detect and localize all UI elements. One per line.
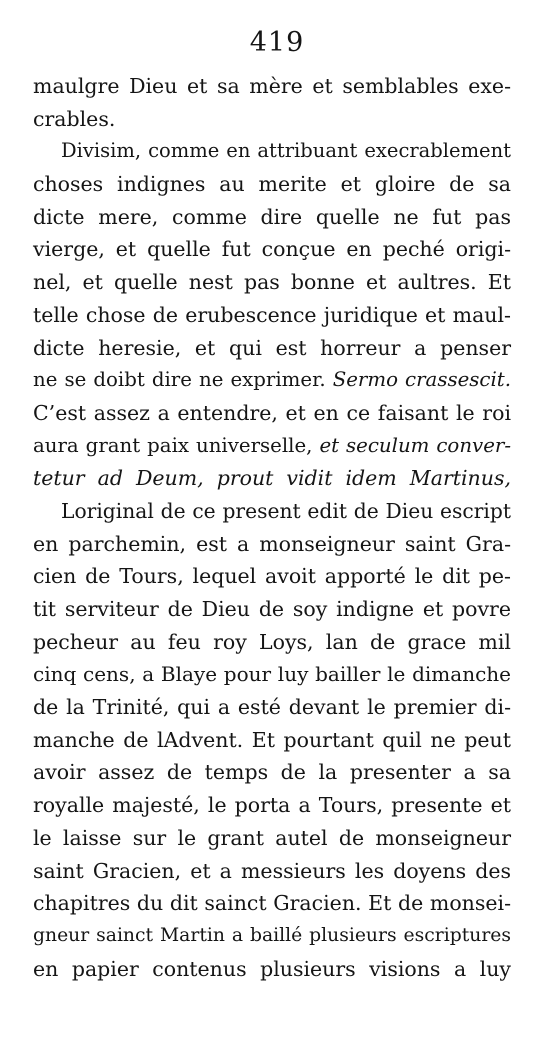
text-segment: manche de lAdvent. Et pourtant quil ne peut bbox=[33, 727, 511, 752]
text-segment: pecheur au feu roy Loys, lan de grace mil bbox=[33, 629, 511, 654]
text-segment: choses indignes au merite et gloire de sa bbox=[33, 172, 511, 197]
text-line bbox=[33, 332, 511, 365]
text-segment: cien de Tours, lequel avoit apporté le dit pe- bbox=[33, 564, 511, 589]
text-segment: nel, et quelle nest pas bonne et aultres. Et bbox=[33, 270, 511, 295]
text-line bbox=[33, 756, 511, 789]
text-segment: royalle majesté, le porta a Tours, presente et bbox=[33, 793, 511, 818]
text-segment: aura grant paix universelle, bbox=[33, 433, 320, 457]
text-line bbox=[33, 887, 511, 920]
text-segment: en parchemin, est a monseigneur saint Gra- bbox=[33, 531, 511, 556]
text-segment: dicte mere, comme dire quelle ne fut pas bbox=[33, 204, 511, 229]
text-line bbox=[33, 920, 511, 953]
text-line bbox=[33, 724, 511, 757]
page-number: 419 bbox=[249, 27, 305, 58]
text-line bbox=[33, 691, 511, 724]
text-line bbox=[33, 70, 511, 103]
text-segment: C’est assez a entendre, et en ce faisant le roi bbox=[33, 400, 511, 425]
text-segment: chapitres du dit sainct Gracien. Et de monsei- bbox=[33, 891, 511, 916]
text-line bbox=[33, 397, 511, 430]
text-line bbox=[33, 789, 511, 822]
text-line bbox=[33, 953, 511, 986]
text-segment: Loriginal de ce present edit de Dieu escript bbox=[61, 498, 511, 523]
italic-text: et seculum conver- bbox=[319, 433, 511, 457]
text-segment: en papier contenus plusieurs visions a luy bbox=[33, 956, 511, 981]
text-line bbox=[33, 560, 511, 593]
text-line bbox=[33, 528, 511, 561]
text-segment: gneur sainct Martin a baillé plusieurs escriptures bbox=[33, 924, 511, 946]
text-segment: cinq cens, a Blaye pour luy bailler le dimanche bbox=[33, 662, 511, 687]
text-line bbox=[33, 201, 511, 234]
text-segment: maulgre Dieu et sa mère et semblables exe- bbox=[33, 74, 511, 98]
text-line bbox=[33, 168, 511, 201]
text-segment: ne se doibt dire ne exprimer. bbox=[33, 368, 333, 392]
italic-text: Sermo crassescit. bbox=[332, 368, 512, 392]
text-segment: vierge, et quelle fut conçue en peché origi- bbox=[33, 237, 511, 262]
text-segment: Divisim, comme en attribuant execrablement bbox=[61, 139, 511, 163]
text-line bbox=[33, 233, 511, 266]
text-segment: dicte heresie, et qui est horreur a penser bbox=[33, 335, 511, 360]
text-segment: telle chose de erubescence juridique et maul- bbox=[33, 302, 511, 327]
body-text bbox=[33, 70, 511, 985]
text-segment: le laisse sur le grant autel de monseigneur bbox=[33, 825, 511, 850]
text-line bbox=[33, 430, 511, 463]
text-line bbox=[33, 822, 511, 855]
text-line bbox=[33, 593, 511, 626]
text-segment: de la Trinité, qui a esté devant le premier di- bbox=[33, 695, 511, 720]
text-line bbox=[33, 462, 511, 495]
text-line bbox=[33, 495, 511, 528]
italic-text: tetur ad Deum, prout vidit idem Martinus, bbox=[33, 466, 511, 491]
text-line bbox=[33, 855, 511, 888]
text-line bbox=[33, 299, 511, 332]
text-line bbox=[33, 266, 511, 299]
text-segment: saint Gracien, et a messieurs les doyens des bbox=[33, 858, 511, 883]
text-line bbox=[33, 658, 511, 691]
text-line bbox=[33, 626, 511, 659]
text-line bbox=[33, 135, 511, 168]
text-line bbox=[33, 103, 511, 136]
text-line bbox=[33, 364, 511, 397]
text-segment: avoir assez de temps de la presenter a sa bbox=[33, 760, 511, 785]
text-segment: tit serviteur de Dieu de soy indigne et povre bbox=[33, 597, 511, 621]
text-segment: crables. bbox=[33, 106, 116, 131]
